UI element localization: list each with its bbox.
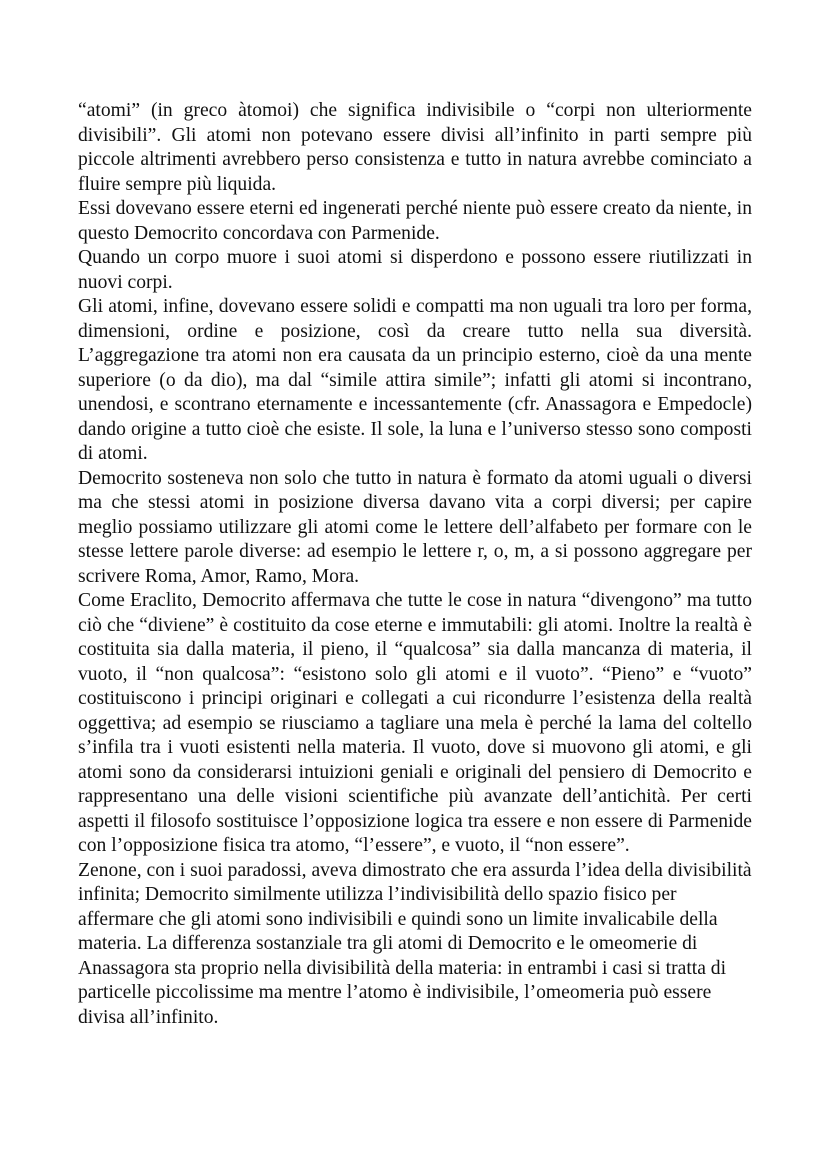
- paragraph-eternal-atoms: Essi dovevano essere eterni ed ingenerati perché niente può essere creato da niente, in questo Democrito concordava con Parmenide.: [78, 198, 752, 244]
- paragraph-alphabet-analogy: Democrito sosteneva non solo che tutto in natura è formato da atomi uguali o diversi ma che stessi atomi in posizione diversa davano vita a corpi diversi; per capire meglio possiamo utilizzare gli atomi come le lettere dell’alfabeto per formare con le stesse lettere parole diverse: ad esempio le lettere r, o, m, a si possono aggregare per scrivere Roma, Amor, Ramo, Mora.: [78, 467, 752, 587]
- paragraph-full-and-void: Come Eraclito, Democrito affermava che tutte le cose in natura “divengono” ma tutto ciò che “diviene” è costituito da cose eterne e immutabili: gli atomi. Inoltre la realtà è costituita sia dalla materia, il pieno, il “qualcosa” sia dalla mancanza di materia, il vuoto, il “non qualcosa”: “esistono solo gli atomi e il vuoto”. “Pieno” e “vuoto” costituiscono i principi originari e collegati a cui ricondurre l’esistenza della realtà oggettiva; ad esempio se riusciamo a tagliare una mela è perché la lama del coltello s’infila tra i vuoti esistenti nella materia. Il vuoto, dove si muovono gli atomi, e gli atomi sono da considerarsi intuizioni geniali e originali del pensiero di Democrito e rappresentano una delle visioni scientifiche più avanzate dell’antichità. Per certi aspetti il filosofo sostituisce l’opposizione logica tra essere e non essere di Parmenide con l’opposizione fisica tra atomo, “l’essere”, e vuoto, il “non essere”.: [78, 590, 752, 856]
- paragraph-reuse-atoms: Quando un corpo muore i suoi atomi si disperdono e possono essere riutilizzati in nuovi corpi.: [78, 247, 752, 293]
- paragraph-atomi-definition: “atomi” (in greco àtomoi) che significa indivisibile o “corpi non ulteriormente divisibili”. Gli atomi non potevano essere divisi all’infinito in parti sempre più piccole altrimenti avrebbero perso consistenza e tutto in natura avrebbe cominciato a fluire sempre più liquida.: [78, 100, 752, 195]
- paragraph-solid-atoms: Gli atomi, infine, dovevano essere solidi e compatti ma non uguali tra loro per forma, dimensioni, ordine e posizione, così da creare tutto nella sua diversità. L’aggregazione tra atomi non era causata da un principio esterno, cioè da una mente superiore (o da dio), ma dal “simile attira simile”; infatti gli atomi si incontrano, unendosi, e scontrano eternamente e incessantemente (cfr. Anassagora e Empedocle) dando origine a tutto cioè che esiste. Il sole, la luna e l’universo stesso sono composti di atomi.: [78, 296, 752, 464]
- document-page: [78, 99, 752, 1030]
- paragraph-zenone-divisibility: Zenone, con i suoi paradossi, aveva dimostrato che era assurda l’idea della divisibilità infinita; Democrito similmente utilizza l’indivisibilità dello spazio fisico per affermare che gli atomi sono indivisibili e quindi sono un limite invalicabile della materia. La differenza sostanziale tra gli atomi di Democrito e le omeomerie di Anassagora sta proprio nella divisibilità della materia: in entrambi i casi si tratta di particelle piccolissime ma mentre l’atomo è indivisibile, l’omeomeria può essere divisa all’infinito.: [78, 859, 752, 1028]
